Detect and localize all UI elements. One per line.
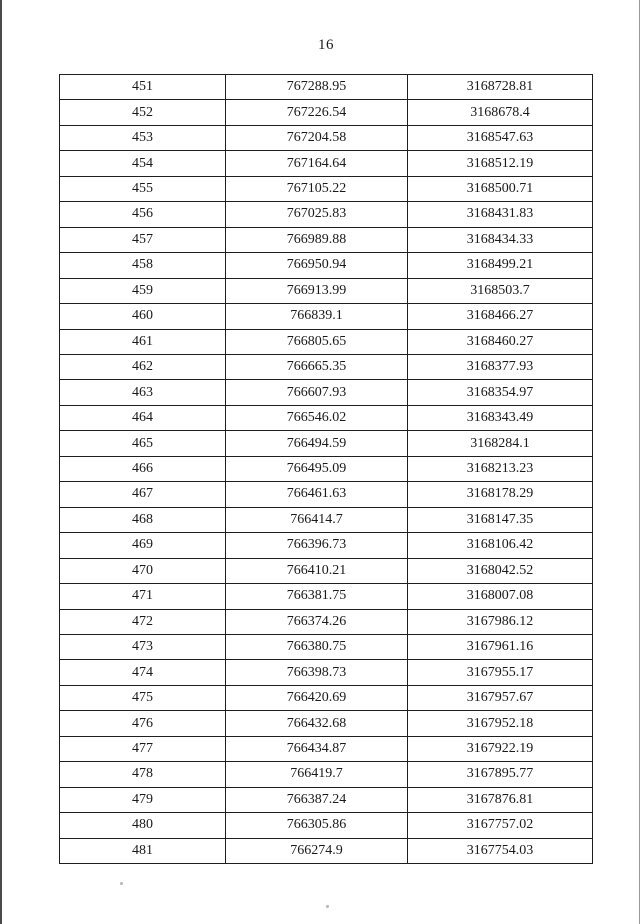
table-row (60, 609, 593, 634)
y-coordinate-cell: 3168499.21 (408, 253, 593, 278)
y-coordinate-cell: 3168547.63 (408, 125, 593, 150)
table-row (60, 762, 593, 787)
point-number-cell: 455 (60, 176, 226, 201)
x-coordinate-cell: 766494.59 (226, 431, 408, 456)
y-coordinate-cell: 3167952.18 (408, 711, 593, 736)
point-number-cell: 456 (60, 202, 226, 227)
x-coordinate-cell: 766546.02 (226, 405, 408, 430)
x-coordinate-cell: 766805.65 (226, 329, 408, 354)
x-coordinate-cell: 766305.86 (226, 813, 408, 838)
point-number-cell: 477 (60, 736, 226, 761)
y-coordinate-cell: 3167876.81 (408, 787, 593, 812)
table-row (60, 558, 593, 583)
y-coordinate-cell: 3168434.33 (408, 227, 593, 252)
y-coordinate-cell: 3167895.77 (408, 762, 593, 787)
point-number-cell: 474 (60, 660, 226, 685)
x-coordinate-cell: 766380.75 (226, 634, 408, 659)
y-coordinate-cell: 3167955.17 (408, 660, 593, 685)
x-coordinate-cell: 766274.9 (226, 838, 408, 863)
x-coordinate-cell: 766665.35 (226, 354, 408, 379)
point-number-cell: 480 (60, 813, 226, 838)
table-row (60, 75, 593, 100)
point-number-cell: 461 (60, 329, 226, 354)
point-number-cell: 479 (60, 787, 226, 812)
point-number-cell: 475 (60, 685, 226, 710)
table-row (60, 100, 593, 125)
x-coordinate-cell: 766410.21 (226, 558, 408, 583)
y-coordinate-cell: 3168377.93 (408, 354, 593, 379)
y-coordinate-cell: 3168042.52 (408, 558, 593, 583)
table-row (60, 354, 593, 379)
table-row (60, 482, 593, 507)
y-coordinate-cell: 3168512.19 (408, 151, 593, 176)
x-coordinate-cell: 766398.73 (226, 660, 408, 685)
table-row (60, 125, 593, 150)
x-coordinate-cell: 766414.7 (226, 507, 408, 532)
scan-edge-left (0, 0, 2, 924)
x-coordinate-cell: 767105.22 (226, 176, 408, 201)
page-number: 16 (318, 37, 334, 53)
point-number-cell: 471 (60, 584, 226, 609)
table-row (60, 685, 593, 710)
point-number-cell: 473 (60, 634, 226, 659)
point-number-cell: 466 (60, 456, 226, 481)
table-row (60, 431, 593, 456)
point-number-cell: 451 (60, 75, 226, 100)
x-coordinate-cell: 766839.1 (226, 304, 408, 329)
x-coordinate-cell: 767226.54 (226, 100, 408, 125)
point-number-cell: 478 (60, 762, 226, 787)
point-number-cell: 458 (60, 253, 226, 278)
point-number-cell: 465 (60, 431, 226, 456)
x-coordinate-cell: 766989.88 (226, 227, 408, 252)
y-coordinate-cell: 3168678.4 (408, 100, 593, 125)
point-number-cell: 453 (60, 125, 226, 150)
table-row (60, 584, 593, 609)
point-number-cell: 472 (60, 609, 226, 634)
coordinate-table (59, 74, 593, 864)
point-number-cell: 476 (60, 711, 226, 736)
table-row (60, 253, 593, 278)
x-coordinate-cell: 766381.75 (226, 584, 408, 609)
y-coordinate-cell: 3168007.08 (408, 584, 593, 609)
scan-speck (326, 905, 329, 908)
x-coordinate-cell: 766420.69 (226, 685, 408, 710)
point-number-cell: 470 (60, 558, 226, 583)
x-coordinate-cell: 766387.24 (226, 787, 408, 812)
x-coordinate-cell: 766607.93 (226, 380, 408, 405)
y-coordinate-cell: 3168343.49 (408, 405, 593, 430)
y-coordinate-cell: 3168106.42 (408, 533, 593, 558)
x-coordinate-cell: 766432.68 (226, 711, 408, 736)
x-coordinate-cell: 767288.95 (226, 75, 408, 100)
x-coordinate-cell: 766419.7 (226, 762, 408, 787)
point-number-cell: 452 (60, 100, 226, 125)
y-coordinate-cell: 3168500.71 (408, 176, 593, 201)
point-number-cell: 457 (60, 227, 226, 252)
y-coordinate-cell: 3167754.03 (408, 838, 593, 863)
y-coordinate-cell: 3167757.02 (408, 813, 593, 838)
table-row (60, 380, 593, 405)
y-coordinate-cell: 3168354.97 (408, 380, 593, 405)
y-coordinate-cell: 3168466.27 (408, 304, 593, 329)
point-number-cell: 460 (60, 304, 226, 329)
y-coordinate-cell: 3168728.81 (408, 75, 593, 100)
point-number-cell: 468 (60, 507, 226, 532)
x-coordinate-cell: 766913.99 (226, 278, 408, 303)
y-coordinate-cell: 3167922.19 (408, 736, 593, 761)
x-coordinate-cell: 766434.87 (226, 736, 408, 761)
table-row (60, 507, 593, 532)
y-coordinate-cell: 3167957.67 (408, 685, 593, 710)
y-coordinate-cell: 3168431.83 (408, 202, 593, 227)
y-coordinate-cell: 3167986.12 (408, 609, 593, 634)
table-row (60, 304, 593, 329)
table-row (60, 533, 593, 558)
x-coordinate-cell: 766461.63 (226, 482, 408, 507)
point-number-cell: 462 (60, 354, 226, 379)
table-row (60, 736, 593, 761)
point-number-cell: 459 (60, 278, 226, 303)
x-coordinate-cell: 767025.83 (226, 202, 408, 227)
x-coordinate-cell: 766950.94 (226, 253, 408, 278)
scan-speck (120, 882, 123, 885)
point-number-cell: 463 (60, 380, 226, 405)
point-number-cell: 481 (60, 838, 226, 863)
table-row (60, 660, 593, 685)
table-row (60, 787, 593, 812)
table-row (60, 405, 593, 430)
y-coordinate-cell: 3168460.27 (408, 329, 593, 354)
table-row (60, 634, 593, 659)
y-coordinate-cell: 3168284.1 (408, 431, 593, 456)
point-number-cell: 464 (60, 405, 226, 430)
y-coordinate-cell: 3168503.7 (408, 278, 593, 303)
point-number-cell: 469 (60, 533, 226, 558)
x-coordinate-cell: 766495.09 (226, 456, 408, 481)
point-number-cell: 454 (60, 151, 226, 176)
table-row (60, 329, 593, 354)
table-row (60, 202, 593, 227)
point-number-cell: 467 (60, 482, 226, 507)
table-row (60, 227, 593, 252)
x-coordinate-cell: 766374.26 (226, 609, 408, 634)
table-row (60, 456, 593, 481)
x-coordinate-cell: 767204.58 (226, 125, 408, 150)
table-row (60, 838, 593, 863)
x-coordinate-cell: 766396.73 (226, 533, 408, 558)
table-row (60, 278, 593, 303)
x-coordinate-cell: 767164.64 (226, 151, 408, 176)
table-row (60, 813, 593, 838)
table-row (60, 151, 593, 176)
y-coordinate-cell: 3168178.29 (408, 482, 593, 507)
y-coordinate-cell: 3168147.35 (408, 507, 593, 532)
table-row (60, 176, 593, 201)
table-row (60, 711, 593, 736)
y-coordinate-cell: 3167961.16 (408, 634, 593, 659)
coordinate-table-body (60, 75, 593, 864)
y-coordinate-cell: 3168213.23 (408, 456, 593, 481)
